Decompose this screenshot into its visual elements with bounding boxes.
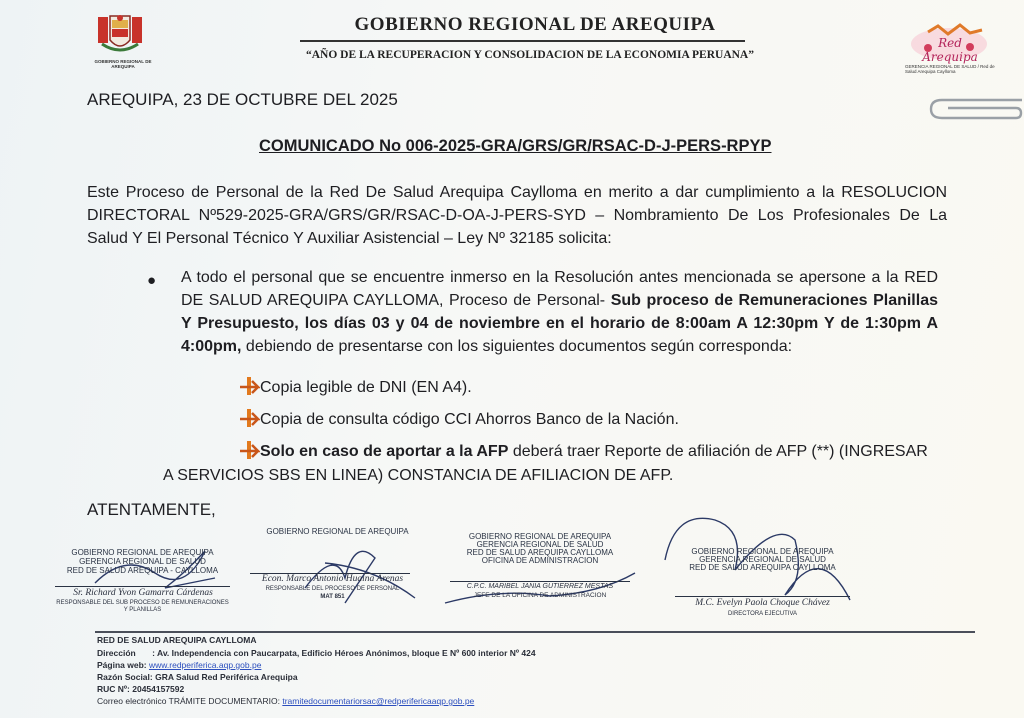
crest-logo [96, 14, 144, 60]
stamp-signer-name: Econ. Marco Antonio Huaina Arenas [261, 574, 404, 584]
document-date: AREQUIPA, 23 DE OCTUBRE DEL 2025 [87, 90, 398, 109]
intro-paragraph [87, 181, 947, 250]
stamp-org-line: GERENCIA REGIONAL DE SALUD [79, 557, 206, 566]
footer-ruc-label: RUC Nº: [97, 684, 130, 694]
bullet-line: Y Presupuesto, los días 03 y 04 de noviembre en el horario de 8:00am A 12:30pm Y de 1:30pm A [181, 315, 938, 332]
bullet-line-normal: debiendo de presentarse con los siguientes documentos según corresponda: [241, 338, 793, 355]
bullet-paragraph [181, 266, 938, 358]
document-item [240, 441, 940, 461]
signoff: ATENTAMENTE, [87, 500, 216, 519]
document-item-text: deberá traer Reporte de afiliación de AFP (**) (INGRESAR [508, 443, 928, 460]
footer-social-value: GRA Salud Red Periférica Arequipa [155, 672, 298, 682]
footer-org: RED DE SALUD AREQUIPA CAYLLOMA [97, 635, 257, 645]
stamp-org-line: GOBIERNO REGIONAL DE AREQUIPA [71, 548, 214, 557]
document-item [240, 377, 472, 397]
crest-caption: GOBIERNO REGIONAL DE AREQUIPA [94, 59, 152, 69]
communique-title: COMUNICADO No 006-2025-GRA/GRS/GR/RSAC-D-J-PERS-RPYP [259, 137, 772, 155]
intro-line: Salud Y El Personal Técnico Y Auxiliar Asistencial – Ley Nº 32185 solicita: [87, 230, 612, 247]
footer-social-label: Razón Social: [97, 672, 153, 682]
bullet-line-normal: DE SALUD AREQUIPA CAYLLOMA, Proceso de Personal- [181, 292, 611, 309]
bullet-line: A todo el personal que se encuentre inmerso en la Resolución antes mencionada se apersone a la RED [181, 269, 938, 286]
document-item-bold: Solo en caso de aportar a la AFP [260, 443, 509, 460]
red-salud-logo [908, 22, 990, 64]
logo-caption: GERENCIA REGIONAL DE SALUD / Red de Salud Arequipa Caylloma [905, 64, 995, 74]
stamp-org-line: RED DE SALUD AREQUIPA CAYLLOMA [689, 563, 836, 572]
stamp-signer-role: DIRECTORA EJECUTIVA [727, 611, 798, 617]
header-title: GOBIERNO REGIONAL DE AREQUIPA [354, 14, 716, 35]
crest-icon [96, 14, 144, 60]
document-item-continuation: A SERVICIOS SBS EN LINEA) CONSTANCIA DE AFILIACION DE AFP. [163, 467, 674, 484]
stamp-signer-role: RESPONSABLE DEL PROCESO DE PERSONAL [265, 586, 400, 592]
bullet-line-bold: Sub proceso de Remuneraciones Planillas [610, 292, 938, 309]
stamp-org-line: GOBIERNO REGIONAL DE AREQUIPA [691, 547, 834, 556]
footer-web-label: Página web: [97, 660, 147, 670]
orange-arrow-icon [240, 441, 260, 459]
header-motto: “AÑO DE LA RECUPERACION Y CONSOLIDACION DE LA ECONOMIA PERUANA” [305, 49, 754, 61]
document-item [240, 409, 679, 429]
signature-stamp-2 [245, 523, 430, 613]
signature-stamp-1 [45, 543, 240, 618]
orange-arrow-icon [240, 409, 260, 427]
stamp-org-line: GOBIERNO REGIONAL DE AREQUIPA [266, 527, 409, 536]
stamp-org-line: RED DE SALUD AREQUIPA CAYLLOMA [466, 548, 614, 557]
paperclip-icon [928, 92, 1024, 126]
document-item-text: Copia legible de DNI (EN A4). [260, 379, 472, 396]
footer-email-link[interactable]: tramitedocumentariorsac@redperifericaaqp.gob.pe [282, 696, 475, 706]
footer-address-value: : Av. Independencia con Paucarpata, Edificio Héroes Anónimos, bloque E Nº 600 interior Nº 424 [152, 648, 536, 658]
stamp-org-line: RED DE SALUD AREQUIPA - CAYLLOMA [66, 566, 219, 575]
bullet-line [181, 335, 938, 358]
orange-arrow-icon [240, 377, 260, 395]
intro-line: DIRECTORAL Nº529-2025-GRA/GRS/GR/RSAC-D-OA-J-PERS-SYD – Nombramiento De Los Profesionales De La [87, 207, 947, 224]
stamp-signer-name: Sr. Richard Yvon Gamarra Cárdenas [73, 588, 213, 598]
stamp-org-line: GERENCIA REGIONAL DE SALUD [699, 555, 826, 564]
signature-stamp-4 [655, 500, 860, 625]
footer-ruc-value: 20454157592 [132, 684, 185, 694]
document-item-text: Copia de consulta código CCI Ahorros Banco de la Nación. [260, 411, 679, 428]
footer-divider [95, 631, 975, 633]
signature-stamp-3 [440, 533, 640, 613]
stamp-signer-name: M.C. Evelyn Paola Choque Chávez [695, 598, 830, 608]
bullet-dot-icon: ● [147, 272, 157, 289]
paperclip [928, 92, 1024, 131]
footer-web-link[interactable]: www.redperiferica.aqp.gob.pe [148, 660, 262, 670]
stamp-signer-name: C.P.C. MARIBEL JANIA GUTIERREZ MESTAS [466, 583, 614, 590]
stamp-signer-role: JEFE DE LA OFICINA DE ADMINISTRACION [473, 592, 607, 599]
footer-address-label: Dirección [97, 648, 136, 658]
footer-email-label: Correo electrónico TRÁMITE DOCUMENTARIO: [97, 696, 280, 706]
stamp-org-line: GOBIERNO REGIONAL DE AREQUIPA [468, 532, 612, 541]
footer-email [97, 695, 474, 708]
header-divider [300, 40, 745, 42]
bullet-line-bold: 4:00pm, [181, 338, 242, 355]
stamp-org-line: OFICINA DE ADMINISTRACION [481, 556, 599, 565]
red-salud-logo-text: Red Arequipa [922, 36, 978, 64]
bullet-line [181, 289, 938, 312]
intro-line: Este Proceso de Personal de la Red De Salud Arequipa Caylloma en merito a dar cumplimiento a la RESOLUCION [87, 184, 947, 201]
stamp-signer-role: RESPONSABLE DEL SUB PROCESO DE REMUNERACIONES Y PLANILLAS [56, 600, 229, 613]
stamp-org-line: GERENCIA REGIONAL DE SALUD [476, 540, 604, 549]
stamp-signer-registration: MAT 851 [320, 594, 345, 600]
